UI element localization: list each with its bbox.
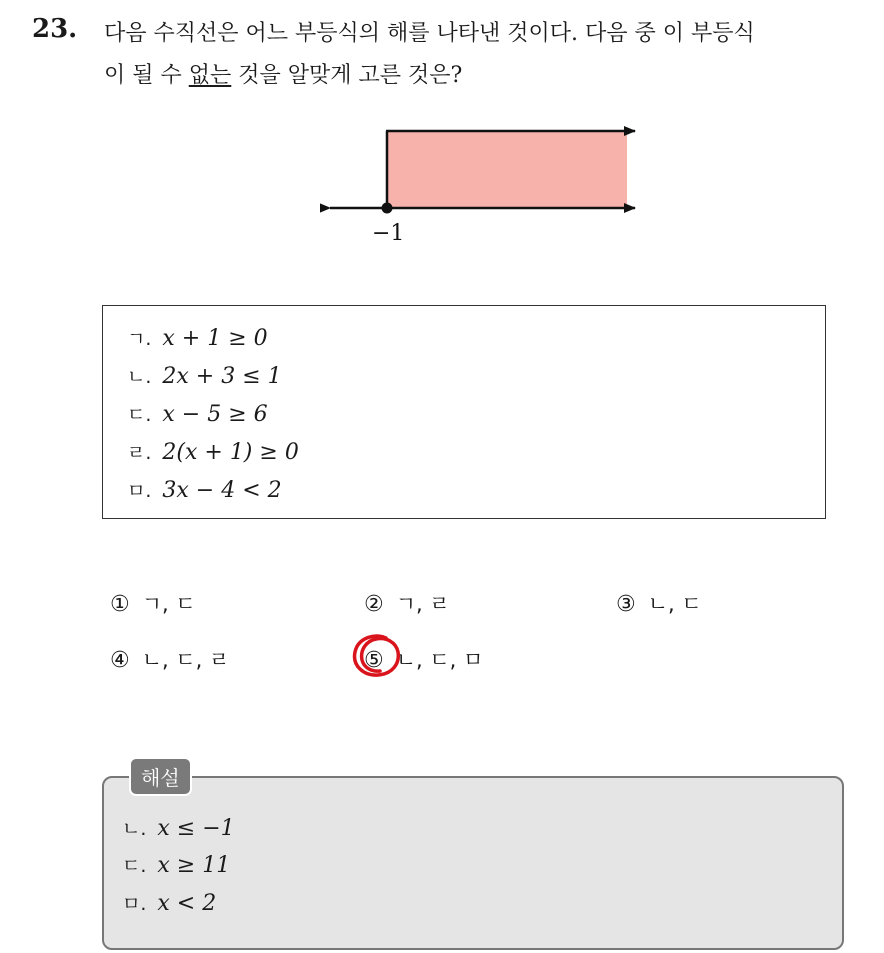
choice-5[interactable]: ⑤ ㄴ, ㄷ, ㅁ: [364, 648, 484, 673]
closed-endpoint-dot: [382, 203, 393, 214]
point-label: −1: [372, 221, 405, 246]
condition-item: ㅁ. 3x − 4 < 2: [127, 478, 282, 503]
solution-line: ㄷ. x ≥ 11: [122, 853, 231, 878]
conditions-box: [102, 305, 826, 519]
question-text-line1: 다음 수직선은 어느 부등식의 해를 나타낸 것이다. 다음 중 이 부등식: [104, 21, 755, 46]
question-number: 23.: [32, 14, 78, 44]
question-text-before: 이 될 수: [104, 63, 189, 88]
choice-4[interactable]: ④ ㄴ, ㄷ, ㄹ: [110, 648, 230, 673]
solution-shading: [387, 131, 627, 208]
answer-circle-mark: [350, 632, 404, 680]
condition-item: ㄷ. x − 5 ≥ 6: [127, 402, 268, 427]
solution-box: [102, 776, 844, 950]
number-line-figure: [320, 118, 650, 248]
solution-tag: 해설: [129, 757, 192, 796]
solution-line: ㅁ. x < 2: [122, 891, 217, 916]
condition-item: ㄱ. x + 1 ≥ 0: [127, 326, 268, 351]
condition-item: ㄴ. 2x + 3 ≤ 1: [127, 364, 282, 389]
condition-item: ㄹ. 2(x + 1) ≥ 0: [127, 440, 299, 465]
choice-3[interactable]: ③ ㄴ, ㄷ: [616, 592, 702, 617]
solution-line: ㄴ. x ≤ −1: [122, 816, 235, 841]
choice-2[interactable]: ② ㄱ, ㄹ: [364, 592, 450, 617]
choice-1[interactable]: ① ㄱ, ㄷ: [110, 592, 196, 617]
question-text-after: 것을 알맞게 고른 것은?: [231, 63, 463, 88]
question-underlined-word: 없는: [188, 63, 232, 88]
question-text-line2: [104, 58, 462, 89]
